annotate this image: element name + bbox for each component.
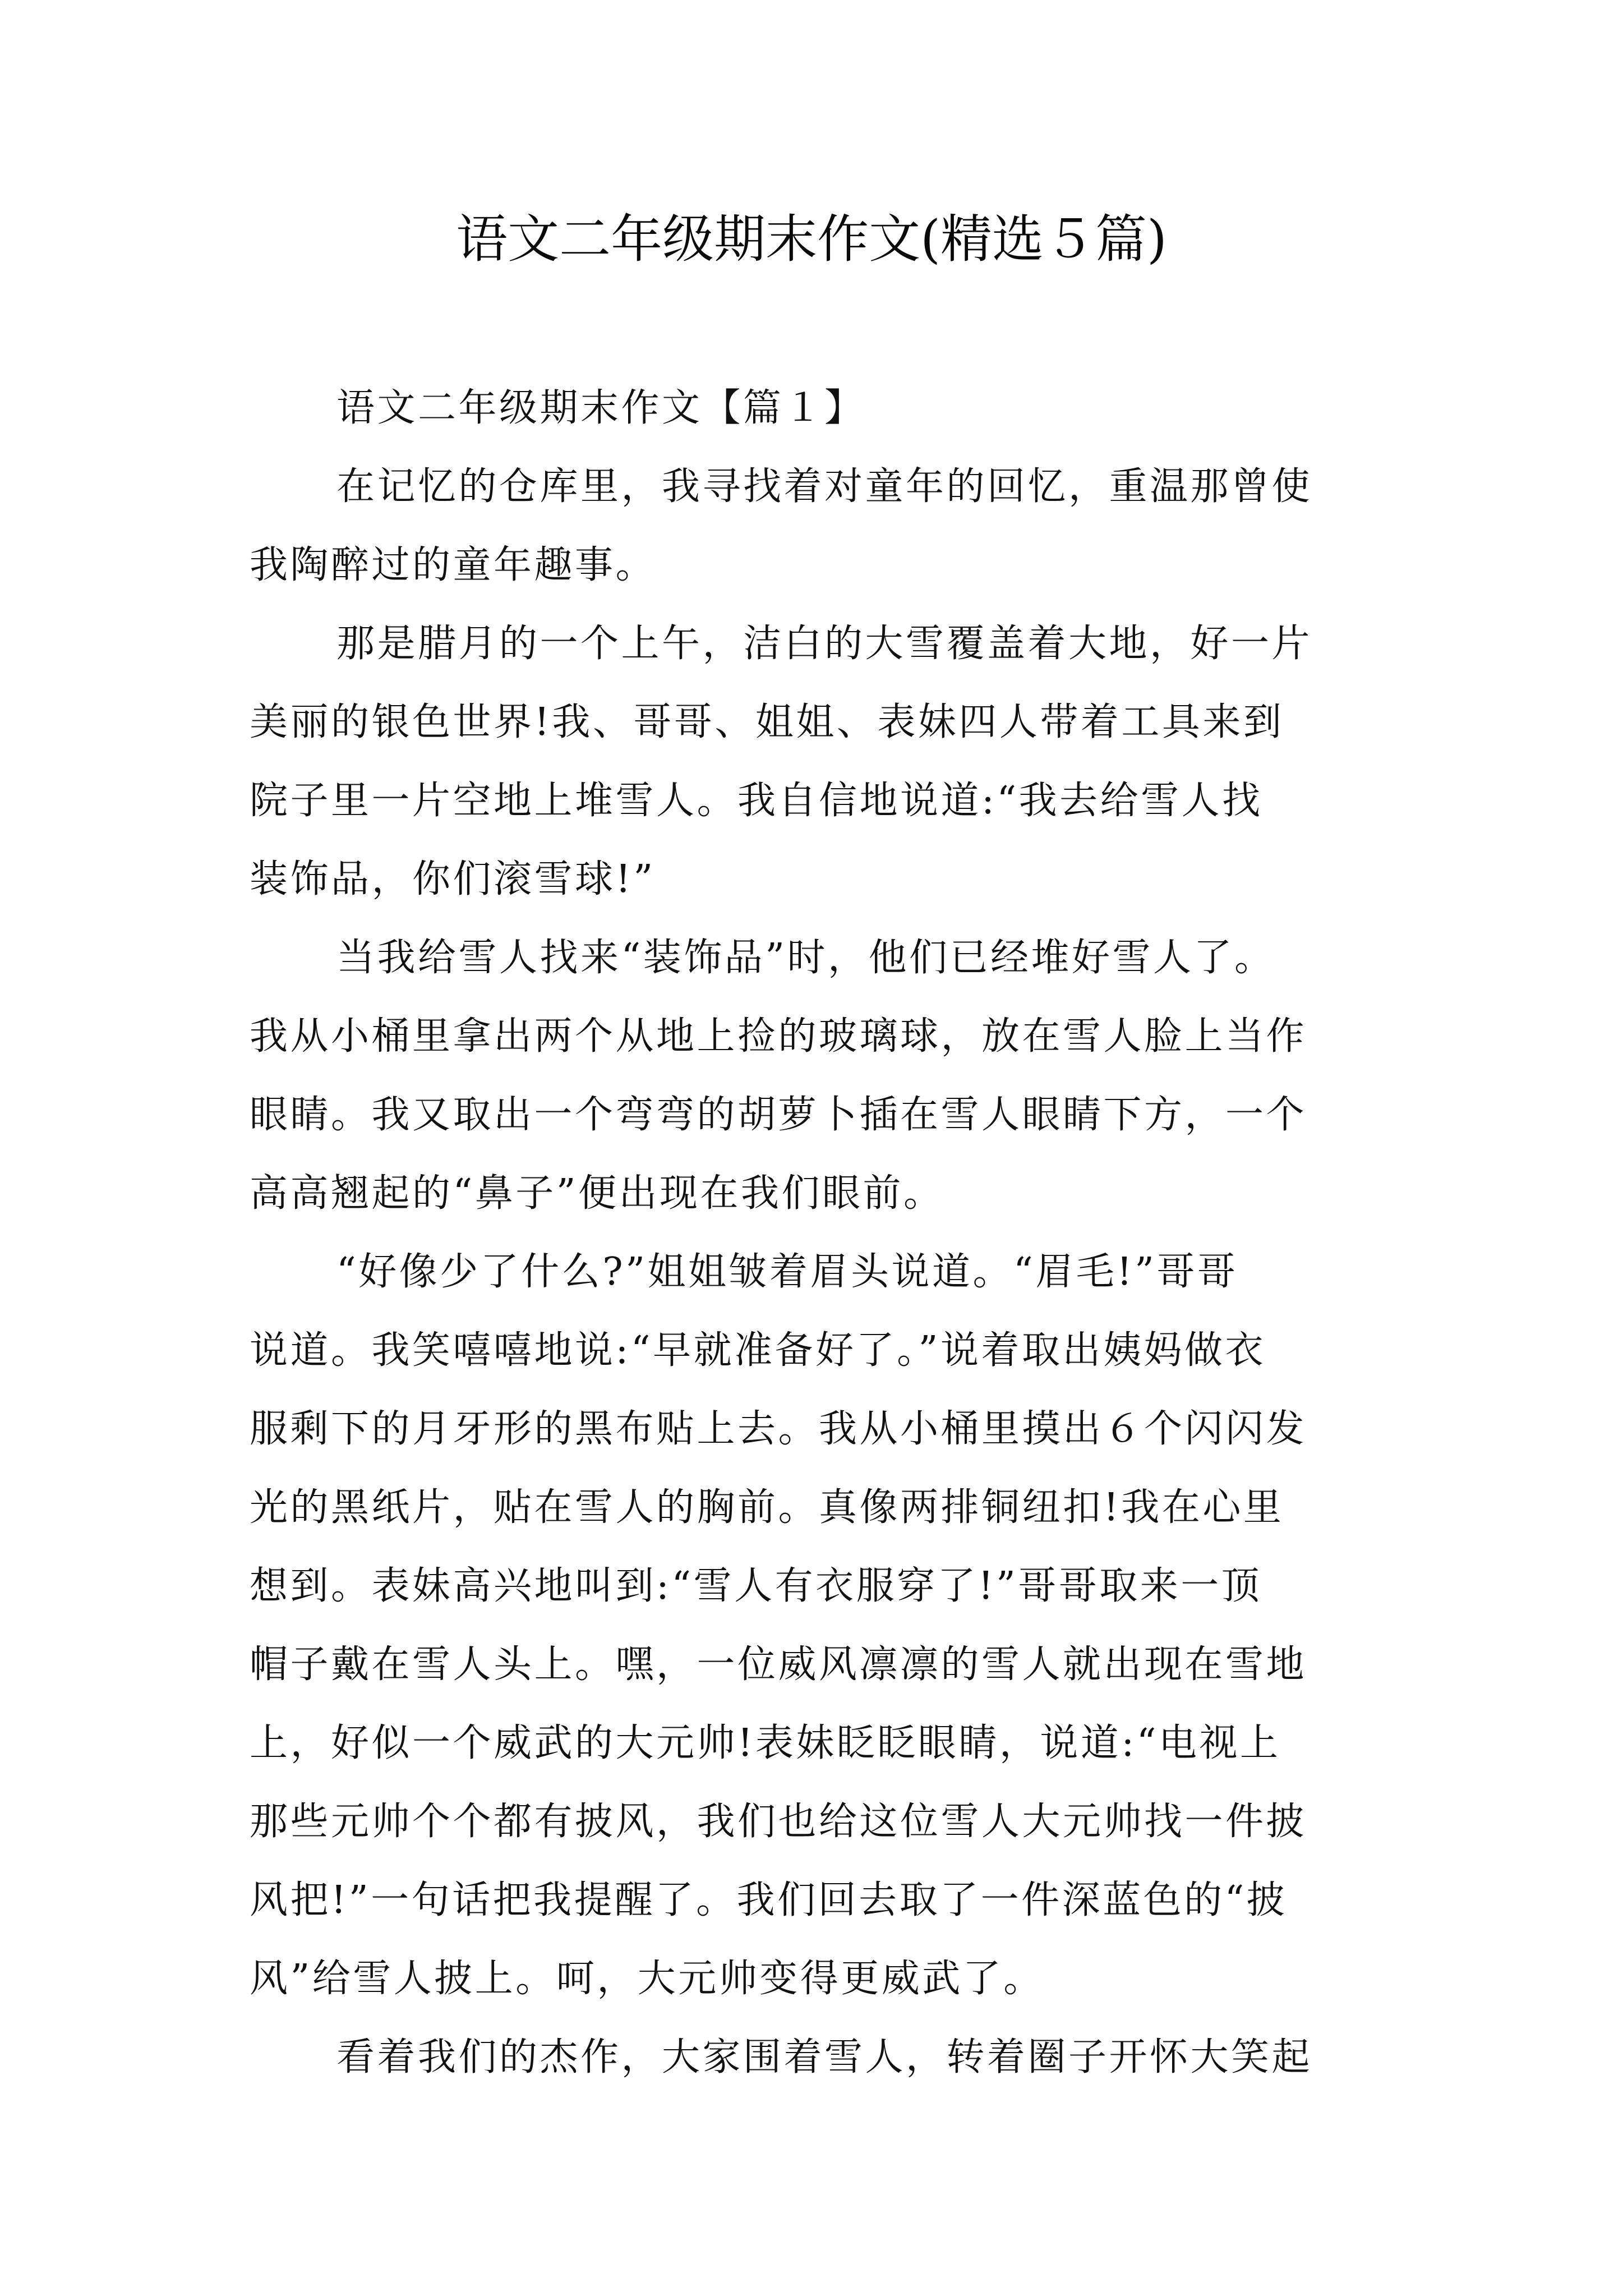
body-line: 在记忆的仓库里，我寻找着对童年的回忆，重温那曾使 [336, 464, 1313, 509]
body-line: 上，好似一个威武的大元帅!表妹眨眨眼睛，说道:“电视上 [250, 1721, 1281, 1765]
body-line: 当我给雪人找来“装饰品”时，他们已经堆好雪人了。 [336, 936, 1275, 980]
body-line: 帽子戴在雪人头上。嘿，一位威风凛凛的雪人就出现在雪地 [250, 1642, 1307, 1687]
body-line: 那些元帅个个都有披风，我们也给这位雪人大元帅找一件披 [250, 1800, 1307, 1844]
body-line: 院子里一片空地上堆雪人。我自信地说道:“我去给雪人找 [250, 779, 1263, 823]
body-line: 看着我们的杰作，大家围着雪人，转着圈子开怀大笑起 [336, 2035, 1313, 2079]
section-heading: 语文二年级期末作文【篇１】 [336, 386, 865, 430]
body-line: 我从小桶里拿出两个从地上捡的玻璃球，放在雪人脸上当作 [250, 1014, 1307, 1059]
body-line: 眼睛。我又取出一个弯弯的胡萝卜插在雪人眼睛下方，一个 [250, 1093, 1307, 1137]
body-line: 高高翘起的“鼻子”便出现在我们眼前。 [250, 1171, 944, 1216]
body-line: 装饰品，你们滚雪球!” [250, 857, 656, 901]
body-line: 服剩下的月牙形的黑布贴上去。我从小桶里摸出６个闪闪发 [250, 1407, 1307, 1451]
body-line: 我陶醉过的童年趣事。 [250, 543, 657, 587]
body-line: 想到。表妹高兴地叫到:“雪人有衣服穿了!”哥哥取来一顶 [250, 1564, 1262, 1608]
body-line: 光的黑纸片，贴在雪人的胸前。真像两排铜纽扣!我在心里 [250, 1485, 1284, 1530]
body-line: 美丽的银色世界!我、哥哥、姐姐、表妹四人带着工具来到 [250, 700, 1284, 744]
document-title: 语文二年级期末作文(精选５篇) [456, 209, 1167, 269]
body-line: 风把!”一句话把我提醒了。我们回去取了一件深蓝色的“披 [250, 1878, 1288, 1922]
body-line: “好像少了什么?”姐姐皱着眉头说道。“眉毛!”哥哥 [336, 1250, 1238, 1294]
body-line: 那是腊月的一个上午，洁白的大雪覆盖着大地，好一片 [336, 622, 1313, 666]
body-line: 风”给雪人披上。呵，大元帅变得更威武了。 [250, 1957, 1044, 2001]
body-line: 说道。我笑嘻嘻地说:“早就准备好了。”说着取出姨妈做衣 [250, 1328, 1266, 1373]
